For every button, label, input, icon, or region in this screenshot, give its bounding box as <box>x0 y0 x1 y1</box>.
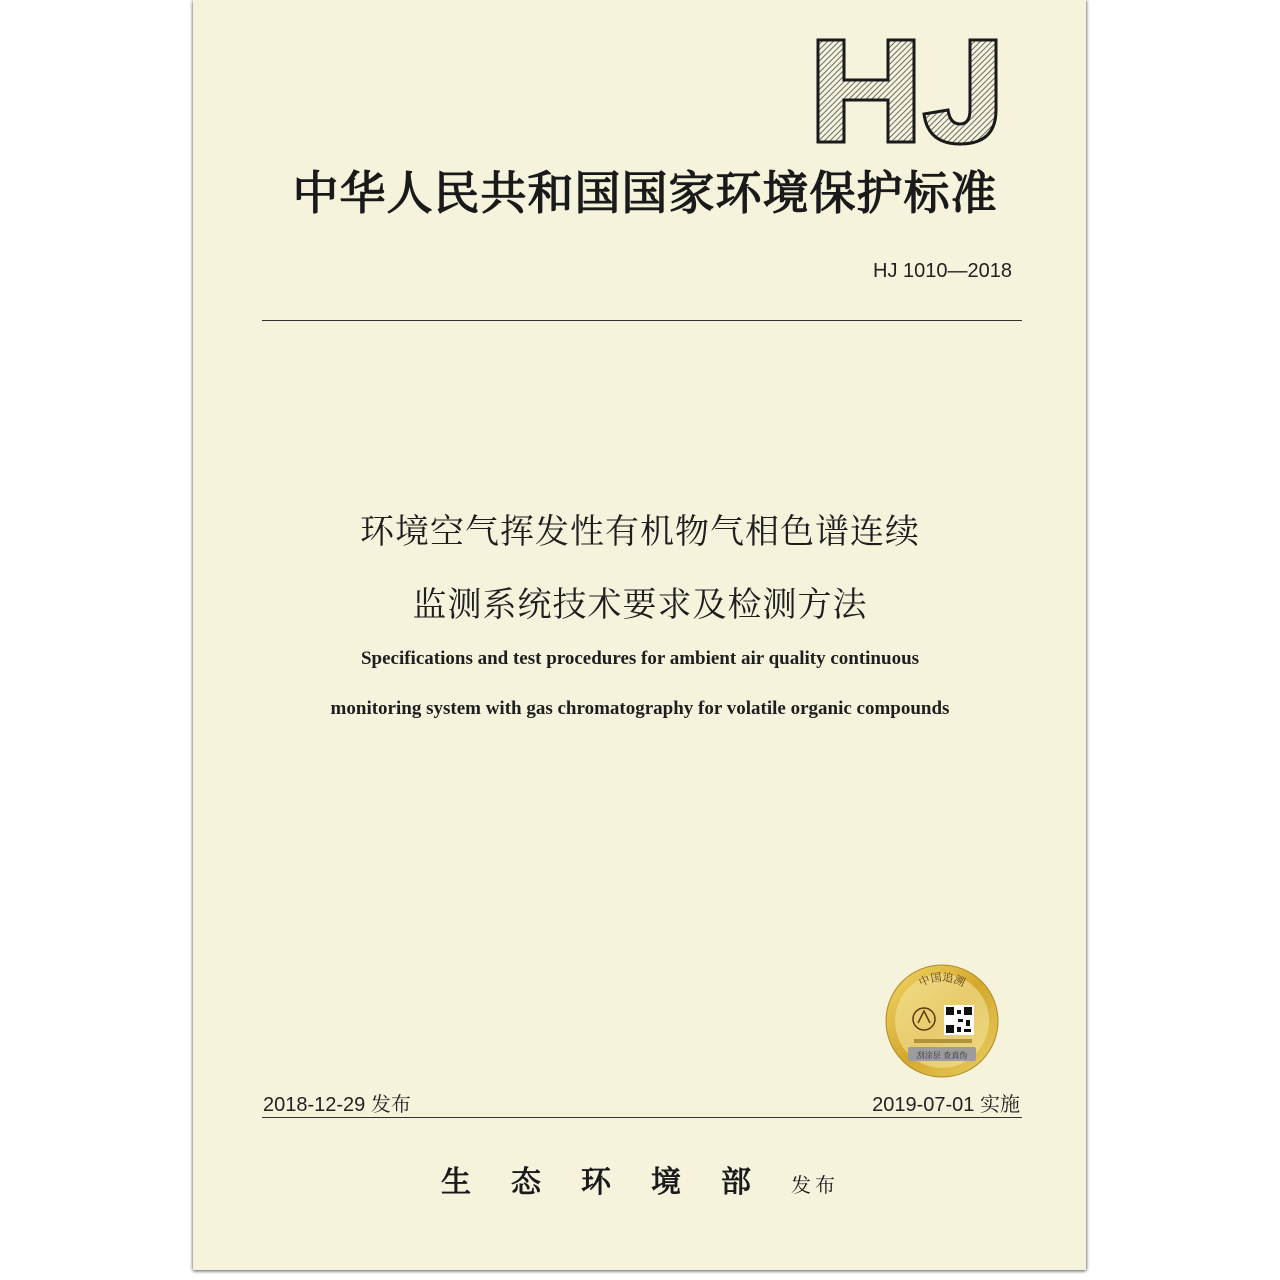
issue-date: 2018-12-29 发布 <box>263 1094 411 1116</box>
seal-scratch-label: 刮涂层 查真伪 <box>916 1051 968 1060</box>
english-title-line-1: Specifications and test procedures for ambient air quality continuous <box>360 648 920 669</box>
top-divider <box>262 320 1022 321</box>
publisher-name: 生态环境部 <box>441 1165 791 1200</box>
publisher-suffix: 发布 <box>791 1173 839 1197</box>
english-title-line-2: monitoring system with gas chromatography for volatile organic compounds <box>330 698 950 719</box>
publisher-line <box>300 1157 980 1201</box>
hj-logo <box>810 30 1010 150</box>
chinese-title-line-1: 环境空气挥发性有机物气相色谱连续 <box>360 512 920 552</box>
seal-arc-text: 中国追溯 <box>916 970 968 990</box>
anti-counterfeit-seal <box>884 963 1000 1079</box>
standard-number: HJ 1010—2018 <box>873 260 1012 282</box>
implementation-date: 2019-07-01 实施 <box>872 1094 1020 1116</box>
chinese-title-line-2: 监测系统技术要求及检测方法 <box>412 585 868 625</box>
issuing-authority-title: 中华人民共和国国家环境保护标准 <box>292 166 998 220</box>
bottom-divider <box>262 1117 1022 1118</box>
